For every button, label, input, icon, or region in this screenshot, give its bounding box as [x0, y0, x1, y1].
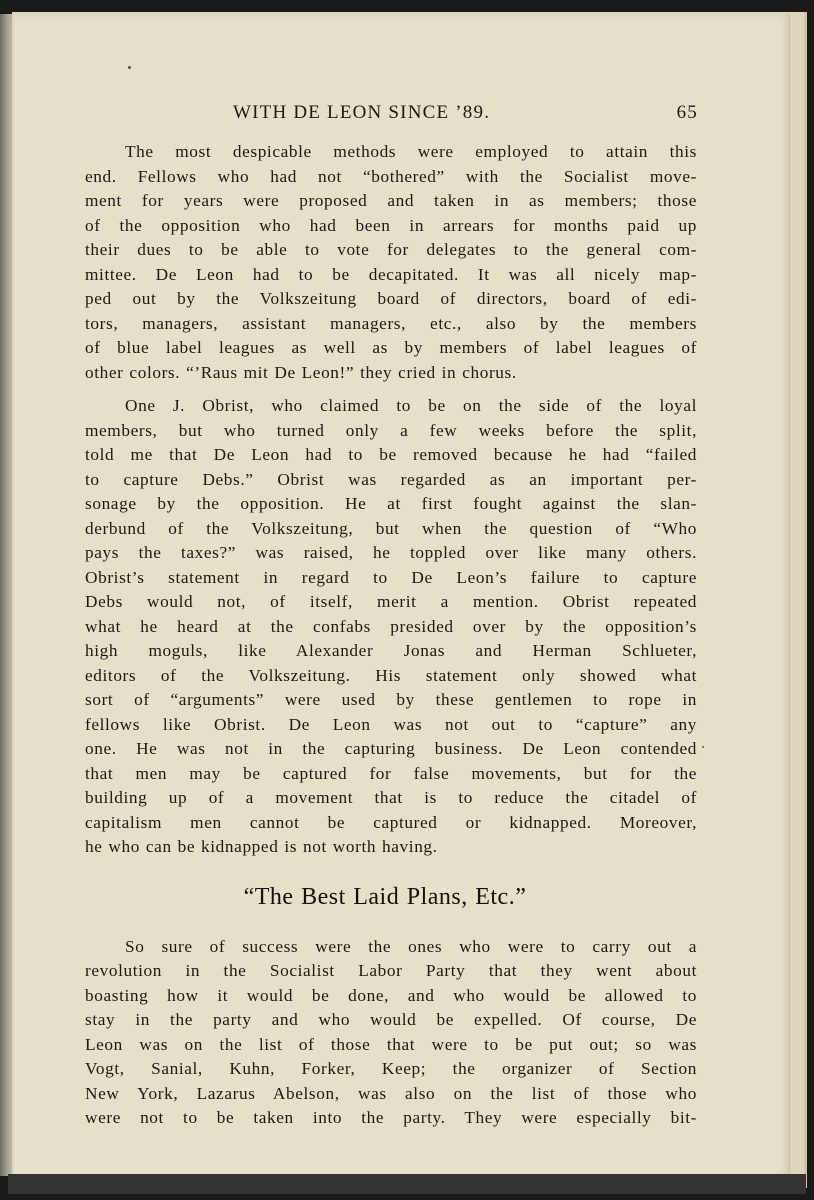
text-line: other colors. “’Raus mit De Leon!” they cried in chorus. — [85, 362, 517, 382]
paragraph-2 — [85, 394, 697, 860]
print-speck — [128, 66, 131, 69]
text-line: One J. Obrist, who claimed to be on the side of the loyal — [125, 396, 697, 415]
text-line: members, but who turned only a few weeks before the split, — [85, 420, 697, 440]
text-line: building up of a movement that is to reduce the citadel of — [85, 788, 697, 807]
section-heading: “The Best Laid Plans, Etc.” — [243, 883, 527, 910]
text-line: ment for years were proposed and taken in as members; those — [85, 191, 697, 210]
text-line: stay in the party and who would be expelled. Of course, De — [85, 1010, 697, 1029]
text-line: he who can be kidnapped is not worth having. — [85, 837, 438, 856]
text-line: Debs would not, of itself, merit a mention. Obrist repeated — [85, 592, 697, 611]
text-line: that men may be captured for false movements, but for the — [85, 763, 697, 783]
text-line: tors, managers, assistant managers, etc., also by the members — [85, 313, 697, 333]
text-line: New York, Lazarus Abelson, was also on the list of those who — [85, 1083, 697, 1103]
paragraph-3 — [85, 935, 697, 1131]
text-line: mittee. De Leon had to be decapitated. It was all nicely map- — [85, 264, 697, 284]
paragraph-1 — [85, 140, 697, 385]
text-line: were not to be taken into the party. They were especially bit- — [85, 1108, 697, 1127]
text-line: what he heard at the confabs presided over by the opposition’s — [85, 616, 697, 636]
body-text — [85, 140, 697, 1131]
text-line: derbund of the Volkszeitung, but when the question of “Who — [85, 518, 697, 538]
text-line: pays the taxes?” was raised, he toppled over like many others. — [85, 543, 697, 562]
page-number: 65 — [676, 102, 698, 123]
text-line: of blue label leagues as well as by members of label leagues of — [85, 338, 697, 357]
text-line: sort of “arguments” were used by these gentlemen to rope in — [85, 690, 697, 709]
text-line: revolution in the Socialist Labor Party that they went about — [85, 961, 697, 980]
text-line: of the opposition who had been in arrears for months paid up — [85, 215, 697, 235]
text-line: one. He was not in the capturing business. De Leon contended — [85, 739, 697, 758]
text-line: capitalism men cannot be captured or kidnapped. Moreover, — [85, 812, 697, 832]
print-speck — [702, 746, 704, 748]
text-line: fellows like Obrist. De Leon was not out to “capture” any — [85, 714, 697, 734]
text-line: Obrist’s statement in regard to De Leon’s failure to capture — [85, 567, 697, 587]
text-line: ped out by the Volkszeitung board of directors, board of edi- — [85, 289, 697, 308]
bottom-edge-band — [8, 1174, 806, 1194]
text-line: to capture Debs.” Obrist was regarded as an important per- — [85, 469, 697, 489]
text-line: The most despicable methods were employed to attain this — [125, 142, 697, 161]
text-line: end. Fellows who had not “bothered” with the Socialist move- — [85, 166, 697, 186]
text-line: boasting how it would be done, and who would be allowed to — [85, 985, 697, 1005]
text-line: Leon was on the list of those that were to be put out; so was — [85, 1034, 697, 1054]
text-line: Vogt, Sanial, Kuhn, Forker, Keep; the organizer of Section — [85, 1059, 697, 1078]
text-line: sonage by the opposition. He at first fought against the slan- — [85, 494, 697, 513]
running-title: WITH DE LEON SINCE ’89. — [233, 102, 491, 123]
text-line: their dues to be able to vote for delegates to the general com- — [85, 240, 697, 259]
text-line: told me that De Leon had to be removed because he had “failed — [85, 445, 697, 464]
text-line: editors of the Volkszeitung. His statement only showed what — [85, 665, 697, 685]
text-line: So sure of success were the ones who were to carry out a — [125, 936, 697, 956]
text-line: high moguls, like Alexander Jonas and Herman Schlueter, — [85, 641, 697, 660]
